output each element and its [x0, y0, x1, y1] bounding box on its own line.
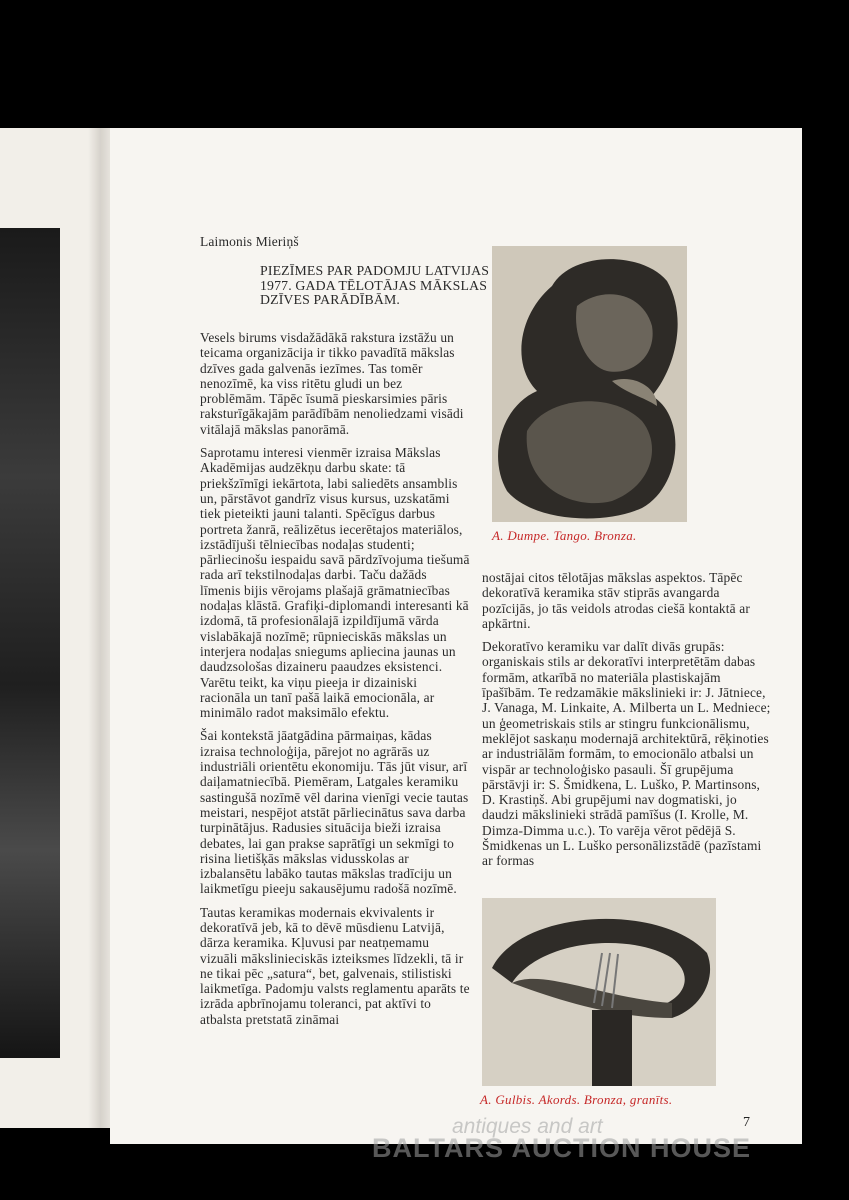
paragraph: Dekoratīvo keramiku var dalīt divās grupās: organiskais stils ar dekoratīvi interpretētām dabas formām, atkarībā no materiāla plastiskajām īpašībām. Te redzamākie mākslinieki ir: J. Jātniece, J. Vanaga, M. Linkaite, A. Milberta un L. Medniece; un ģeometriskais stils ar stingru funkcionālismu, meklējot saskaņu modernajā architektūrā, rēķinoties ar industriālām formām, to emocionālo atbalsi un vispār ar technoloģisko pasauli. Šī grupējuma pārstāvji ir: S. Šmidkena, L. Luško, P. Martinsons, D. Krastiņš. Abi grupējumi nav dogmatiski, jo daudzi mākslinieki strādā pamīšus (I. Krolle, M. Dimza-Dimma u.c.). To varēja vērot pēdējā S. Šmidkenas un L. Luško personālizstādē (pazīstami ar formas: [482, 639, 771, 869]
photo-caption: A. Dumpe. Tango. Bronza.: [492, 528, 637, 543]
page-number: 7: [743, 1115, 750, 1130]
article-title: [260, 264, 489, 308]
title-line: 1977. GADA TĒLOTĀJAS MĀKSLAS: [260, 277, 488, 293]
paragraph: Šai kontekstā jāatgādina pārmaiņas, kādas izraisa technoloģija, pārejot no agrārās uz industriāli orientētu ekonomiju. Tās jūt visur, arī daiļamatniecībā. Piemēram, Latgales keramiku sastingušā nozīmē vēl darina vienīgi vecie tautas meistari, nespējot atstāt pārliecinātus sava darba turpinātājus. Radusies situācija bieži izraisa debates, lai gan prakse saprātīgi un sekmīgi to risina lietišķās mākslas vidusskolas ar izbalansētu labāko tautas mākslas tradīciju un laikmetīgu pieeju sakausējumu radošā nozīmē.: [200, 728, 469, 897]
photo-caption: A. Gulbis. Akords. Bronza, granīts.: [480, 1092, 673, 1107]
sculpture-photo-akords: [482, 898, 716, 1086]
sculpture-photo-tango: [492, 246, 687, 522]
text-column-right: [482, 570, 772, 877]
left-page-photo: [0, 228, 60, 1058]
watermark-tagline: antiques and art: [452, 1115, 603, 1138]
title-line: DZĪVES PARĀDĪBĀM.: [260, 292, 401, 308]
paragraph: Saprotamu interesi vienmēr izraisa Mākslas Akadēmijas audzēkņu darbu skate: tā priekšzīmīgi iekārtota, labi saliedēts ansamblis un, pārstāvot gandrīz visus kursus, uzskatāmi tiek pieteikti jauni talanti. Spēcīgus darbus portreta žanrā, reālizētus iecerētajos materiālos, izstādījuši tēlniecības nodaļas studenti; pārliecinošu iespaidu savā pārdzīvojuma tiešumā rada arī tekstilnodaļas darbi. Taču dažāds līmenis bijis vērojams plašajā grāmatniecības nodaļas klāstā. Grafiķi-diplomandi interesanti kā izdomā, tā profesionālajā izpildījumā vārda vislabākajā nozīmē; rūpnieciskās mākslas un interjera nodaļas sniegums apliecina jaunas un daudzsološas dizaineru paaudzes eksistenci. Varētu teikt, ka viņu pieeja ir dizainiski racionāla un tanī pašā laikā emocionāla, ar minimālo radot maksimālo efektu.: [200, 445, 470, 721]
paragraph: Tautas keramikas modernais ekvivalents ir dekoratīvā jeb, kā to dēvē mūsdienu Latvijā, dārza keramika. Kļuvusi par neatņemamu vizuāli mākslinieciskās izteiksmes līdzekli, tā ir ne tikai pēc „satura“, bet, galvenais, stilistiski laikmetīga. Padomju valsts reglamentu aparāts te izrāda apbrīnojamu toleranci, pat aktīvi to atbalsta pretstatā zināmai: [200, 904, 470, 1027]
paragraph: Vesels birums visdažādākā rakstura izstāžu un teicama organizācija ir tikko pavadītā mākslas dzīves gada galvenās iezīmes. Tas tomēr nenozīmē, ka viss ritētu gludi un bez problēmām. Tāpēc īsumā pieskarsimies pāris raksturīgākajām parādībām nenoliedzami visādi vitālajā mākslas panorāmā.: [200, 330, 464, 437]
text-column-left: [200, 330, 470, 1035]
watermark-brand: BALTARS AUCTION HOUSE: [372, 1133, 751, 1163]
paragraph: nostājai citos tēlotājas mākslas aspektos. Tāpēc dekoratīvā keramika stāv stiprās avangarda pozīcijās, jo tās veidols atrodas ciešā kontaktā ar apkārtni.: [482, 570, 750, 631]
article-author: Laimonis Mieriņš: [200, 234, 299, 249]
title-line: PIEZĪMES PAR PADOMJU LATVIJAS: [260, 263, 490, 278]
